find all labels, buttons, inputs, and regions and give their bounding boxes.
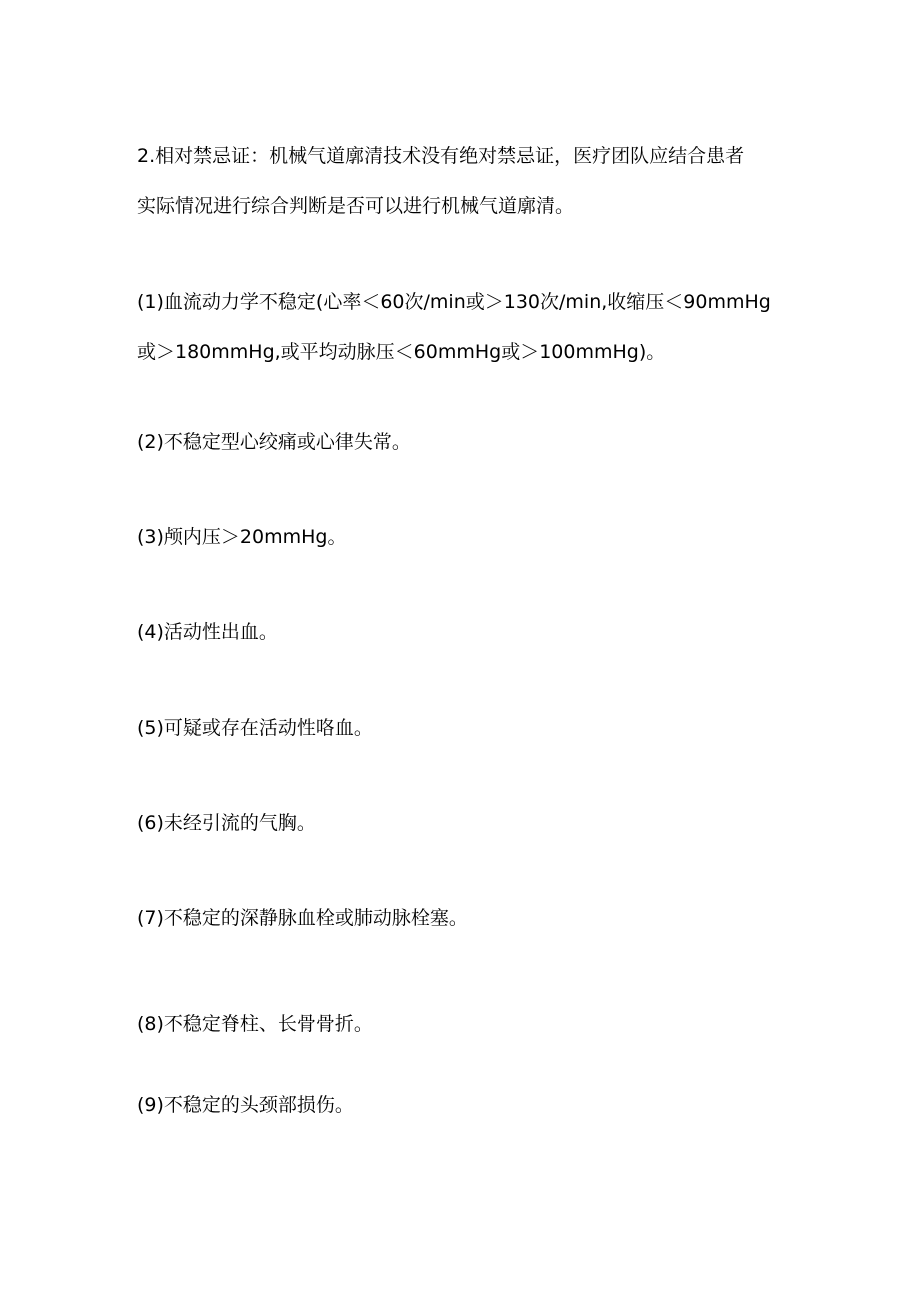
intro-line-2: 实际情况进行综合判断是否可以进行机械气道廓清。 bbox=[137, 195, 575, 217]
list-item-3 bbox=[137, 512, 797, 562]
list-item-1-line-2: 或＞180mmHg,或平均动脉压＜60mmHg或＞100mmHg)。 bbox=[137, 341, 666, 363]
list-item-6-text: (6)未经引流的气胸。 bbox=[137, 812, 316, 834]
intro-paragraph bbox=[137, 131, 797, 231]
list-item-2-text: (2)不稳定型心绞痛或心律失常。 bbox=[137, 431, 411, 453]
list-item-3-text: (3)颅内压＞20mmHg。 bbox=[137, 526, 347, 548]
list-item-2 bbox=[137, 417, 797, 467]
list-item-1-line-1: (1)血流动力学不稳定(心率＜60次/min或＞130次/min,收缩压＜90mmHg bbox=[137, 291, 771, 313]
list-item-7-text: (7)不稳定的深静脉血栓或肺动脉栓塞。 bbox=[137, 907, 468, 929]
list-item-6 bbox=[137, 798, 797, 848]
list-item-5-text: (5)可疑或存在活动性咯血。 bbox=[137, 717, 373, 739]
list-item-8 bbox=[137, 999, 797, 1049]
list-item-4 bbox=[137, 607, 797, 657]
list-item-4-text: (4)活动性出血。 bbox=[137, 621, 278, 643]
list-item-1 bbox=[137, 277, 797, 377]
list-item-9 bbox=[137, 1080, 797, 1130]
list-item-7 bbox=[137, 893, 797, 943]
list-item-9-text: (9)不稳定的头颈部损伤。 bbox=[137, 1094, 354, 1116]
intro-line-1: 2.相对禁忌证：机械气道廓清技术没有绝对禁忌证，医疗团队应结合患者 bbox=[137, 145, 745, 167]
list-item-8-text: (8)不稳定脊柱、长骨骨折。 bbox=[137, 1013, 373, 1035]
list-item-5 bbox=[137, 703, 797, 753]
